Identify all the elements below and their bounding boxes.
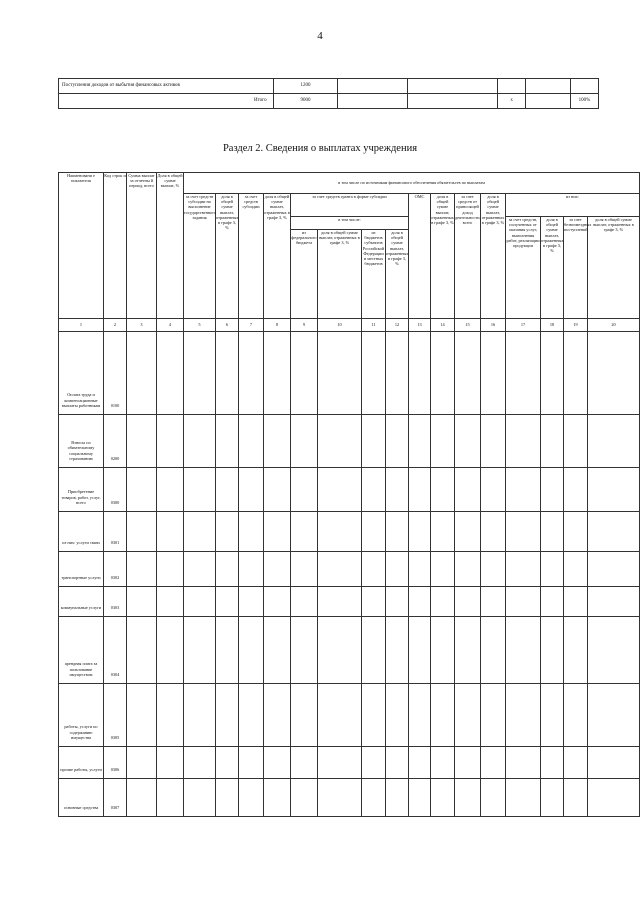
- row-label: основные средства: [59, 779, 104, 817]
- row-label: работы, услуги по содержанию имущества: [59, 684, 104, 747]
- value-cell: [506, 332, 541, 415]
- header-grant-group: за счет средств гранта в форме субсидии: [291, 194, 409, 217]
- value-cell: [216, 512, 239, 552]
- value-cell: [455, 552, 481, 587]
- value-cell: [184, 684, 216, 747]
- value-cell: [431, 552, 455, 587]
- value-cell: [588, 587, 640, 617]
- value-cell: [564, 332, 588, 415]
- value-cell: [239, 587, 264, 617]
- table-row: [59, 684, 640, 747]
- row-label: из них: услуги связи: [59, 512, 104, 552]
- value-cell: [184, 512, 216, 552]
- value-cell: [564, 468, 588, 512]
- value-cell: [541, 587, 564, 617]
- value-cell: [264, 587, 291, 617]
- value-cell: [318, 415, 362, 468]
- value-cell: [409, 512, 431, 552]
- value-cell: [157, 684, 184, 747]
- value-cell: [431, 468, 455, 512]
- value-cell: [291, 468, 318, 512]
- value-cell: [127, 552, 157, 587]
- value-cell: [541, 415, 564, 468]
- row-code: 0307: [104, 779, 127, 817]
- value-cell: [564, 415, 588, 468]
- value-cell: [157, 617, 184, 684]
- value-cell: [291, 684, 318, 747]
- table-row: [59, 415, 640, 468]
- value-cell: [409, 587, 431, 617]
- value-cell: [409, 779, 431, 817]
- value-cell: [184, 332, 216, 415]
- value-cell: [184, 468, 216, 512]
- value-cell: [409, 684, 431, 747]
- value-cell: [184, 415, 216, 468]
- value-cell: [239, 512, 264, 552]
- value-cell: [362, 332, 386, 415]
- value-cell: [455, 587, 481, 617]
- value-cell: [318, 747, 362, 779]
- value-cell: [481, 747, 506, 779]
- value-cell: [386, 747, 409, 779]
- value-cell: [506, 512, 541, 552]
- value-cell: [184, 552, 216, 587]
- row-code: 0300: [104, 468, 127, 512]
- value-cell: [184, 747, 216, 779]
- value-cell: [239, 617, 264, 684]
- value-cell: [291, 332, 318, 415]
- value-cell: [481, 512, 506, 552]
- value-cell: [386, 684, 409, 747]
- payments-table: Наименовани е показателя Код строк и Сумма выплат за отчетны й период, всего Доля в общей сумме выплат, % в том числе по источникам финансового обеспечения обязательств по выплатам за счет средств субсидии на выполнение государственного задания доля в общей сумме выплат, отраженных в графе 3, % за счет средств субсидии доля в общей сумме выплат, отраженных в графе 3, % за счет средств гранта в форме субсидии ОМС доля в общей сумме выплат, отраженных в графе 3, % за счет средств от приносящей доход деятельности, всего доля в общей сумме выплат, отраженных в графе 3, % из них: в том числе: за счет средств, полученных от оказания услуг, выполнения работ, реализации продукции доля в общей сумме выплат, отраженных в графе 3, % за счет безвозмездных поступлений доля в общей сумме выплат, отраженных в графе 3, % из федерального бюджета доля в общей сумме выплат, отраженных в графе 3, % из бюджетов субъектов Российской Федерации и местных бюджетов доля в общей сумме выплат, отраженных в графе 3, % 1 2 3 4 5 6 7 8 9 10 11 12 13 14 15 16 17 18 19 20 Оплата труда и компенсационные выплаты работникам 0100 Взносы по обязательному социальному страхованию 0200 Приобретение товаров, работ, услуг, всего 0300 из них: услуги связи 0301 транспортные услуги 0302 коммунальные услуги 0303 арендная плата за пользование имуществом 0304 работы, услуги по содержанию имущества 0305 прочие работы, услуги 0306 основные средства 0307: [58, 172, 640, 817]
- value-cell: [239, 552, 264, 587]
- value-cell: [318, 587, 362, 617]
- value-cell: [506, 684, 541, 747]
- value-cell: [157, 512, 184, 552]
- value-cell: [127, 684, 157, 747]
- value-cell: [239, 415, 264, 468]
- value-cell: [481, 779, 506, 817]
- row-label: Итого: [59, 94, 274, 109]
- table-row: [59, 79, 599, 94]
- value-cell: [216, 747, 239, 779]
- value-cell: [184, 779, 216, 817]
- value-cell: [481, 617, 506, 684]
- value-cell: [588, 415, 640, 468]
- row-label: арендная плата за пользование имуществом: [59, 617, 104, 684]
- row-code: 0305: [104, 684, 127, 747]
- header-share: Доля в общей сумме выплат, %: [157, 173, 184, 319]
- value-cell: [362, 468, 386, 512]
- value-cell: [564, 747, 588, 779]
- page-number: 4: [317, 30, 323, 42]
- row-code: 0301: [104, 512, 127, 552]
- column-numbers-row: 1 2 3 4 5 6 7 8 9 10 11 12 13 14 15 16 17 18 19 20: [59, 319, 640, 332]
- value-cell: [264, 552, 291, 587]
- value-cell: [506, 415, 541, 468]
- table-row: [59, 512, 640, 552]
- value-cell: [318, 779, 362, 817]
- value-cell: [588, 684, 640, 747]
- value-cell: [318, 684, 362, 747]
- value-cell: [588, 552, 640, 587]
- value-cell: [291, 617, 318, 684]
- value-cell: [409, 552, 431, 587]
- value-cell: [318, 617, 362, 684]
- header-name: Наименовани е показателя: [59, 173, 104, 319]
- table-row: [59, 779, 640, 817]
- value-cell: [264, 747, 291, 779]
- value-cell: [455, 617, 481, 684]
- value-cell: [239, 684, 264, 747]
- value-cell: [409, 747, 431, 779]
- value-cell: [386, 332, 409, 415]
- value-cell: [455, 779, 481, 817]
- value-cell: [506, 779, 541, 817]
- value-cell: [541, 552, 564, 587]
- value-cell: [409, 332, 431, 415]
- value-cell: [386, 415, 409, 468]
- value-cell: [127, 415, 157, 468]
- value-cell: [184, 587, 216, 617]
- value-cell: [564, 617, 588, 684]
- value-cell: [588, 779, 640, 817]
- value-cell: [157, 552, 184, 587]
- value-cell: [455, 332, 481, 415]
- value-cell: [541, 747, 564, 779]
- value-cell: [564, 587, 588, 617]
- value-cell: [318, 468, 362, 512]
- row-value: 1200: [273, 79, 338, 94]
- value-cell: [506, 587, 541, 617]
- value-cell: [264, 617, 291, 684]
- value-cell: [362, 552, 386, 587]
- table-row: [59, 747, 640, 779]
- value-cell: [455, 468, 481, 512]
- value-cell: [362, 617, 386, 684]
- value-cell: [157, 587, 184, 617]
- value-cell: [362, 684, 386, 747]
- value-cell: [506, 468, 541, 512]
- value-cell: [362, 415, 386, 468]
- value-cell: [157, 415, 184, 468]
- value-cell: [455, 684, 481, 747]
- row-label: коммунальные услуги: [59, 587, 104, 617]
- value-cell: [239, 332, 264, 415]
- value-cell: [481, 552, 506, 587]
- value-cell: [362, 747, 386, 779]
- value-cell: [264, 779, 291, 817]
- table-row: [59, 468, 640, 512]
- row-code: 0306: [104, 747, 127, 779]
- value-cell: [431, 779, 455, 817]
- value-cell: [362, 779, 386, 817]
- value-cell: [291, 587, 318, 617]
- value-cell: [362, 587, 386, 617]
- value-cell: [386, 552, 409, 587]
- value-cell: [216, 779, 239, 817]
- table-row: [59, 552, 640, 587]
- value-cell: [409, 415, 431, 468]
- value-cell: [291, 552, 318, 587]
- value-cell: [291, 512, 318, 552]
- row-code: 0200: [104, 415, 127, 468]
- table-row: [59, 332, 640, 415]
- value-cell: [127, 747, 157, 779]
- header-sources-group: в том числе по источникам финансового обеспечения обязательств по выплатам: [184, 173, 640, 194]
- value-cell: [264, 415, 291, 468]
- value-cell: [481, 684, 506, 747]
- row-code: 0100: [104, 332, 127, 415]
- value-cell: [541, 617, 564, 684]
- value-cell: [216, 617, 239, 684]
- value-cell: [157, 468, 184, 512]
- value-cell: [455, 747, 481, 779]
- value-cell: [588, 468, 640, 512]
- value-cell: [541, 468, 564, 512]
- value-cell: [239, 468, 264, 512]
- value-cell: [264, 468, 291, 512]
- value-cell: [506, 552, 541, 587]
- value-cell: [386, 587, 409, 617]
- value-cell: [541, 332, 564, 415]
- value-cell: [127, 779, 157, 817]
- value-cell: [564, 684, 588, 747]
- value-cell: [541, 684, 564, 747]
- row-label: транспортные услуги: [59, 552, 104, 587]
- value-cell: [564, 552, 588, 587]
- value-cell: [157, 779, 184, 817]
- row-label: Оплата труда и компенсационные выплаты работникам: [59, 332, 104, 415]
- value-cell: [157, 332, 184, 415]
- value-cell: [216, 684, 239, 747]
- value-cell: [541, 512, 564, 552]
- value-cell: [431, 512, 455, 552]
- value-cell: [386, 779, 409, 817]
- value-cell: [264, 332, 291, 415]
- header-code: Код строк и: [104, 173, 127, 319]
- value-cell: [386, 617, 409, 684]
- value-cell: [455, 415, 481, 468]
- value-cell: [318, 332, 362, 415]
- value-cell: [588, 747, 640, 779]
- value-cell: [127, 468, 157, 512]
- header-total: Сумма выплат за отчетны й период, всего: [127, 173, 157, 319]
- value-cell: [481, 468, 506, 512]
- value-cell: [291, 779, 318, 817]
- row-code: 0303: [104, 587, 127, 617]
- table-row: Итого 9000 х 100%: [59, 94, 599, 109]
- value-cell: [264, 684, 291, 747]
- value-cell: [318, 552, 362, 587]
- table-row: [59, 617, 640, 684]
- value-cell: [564, 512, 588, 552]
- row-code: 0304: [104, 617, 127, 684]
- value-cell: [431, 415, 455, 468]
- value-cell: [157, 747, 184, 779]
- value-cell: [127, 512, 157, 552]
- value-cell: [239, 747, 264, 779]
- row-value: 9000: [273, 94, 338, 109]
- value-cell: [431, 332, 455, 415]
- value-cell: [564, 779, 588, 817]
- value-cell: [588, 617, 640, 684]
- value-cell: [264, 512, 291, 552]
- row-label: прочие работы, услуги: [59, 747, 104, 779]
- income-summary-table: [58, 78, 599, 109]
- value-cell: [409, 617, 431, 684]
- value-cell: [291, 415, 318, 468]
- value-cell: [127, 617, 157, 684]
- value-cell: [431, 617, 455, 684]
- value-cell: [506, 747, 541, 779]
- value-cell: [318, 512, 362, 552]
- value-cell: [127, 332, 157, 415]
- value-cell: [216, 468, 239, 512]
- value-cell: [588, 512, 640, 552]
- value-cell: [506, 617, 541, 684]
- value-cell: [431, 684, 455, 747]
- value-cell: [239, 779, 264, 817]
- value-cell: [481, 332, 506, 415]
- row-label: Поступления доходов от выбытия финансовых активов: [59, 79, 274, 94]
- value-cell: [184, 617, 216, 684]
- value-cell: [216, 415, 239, 468]
- row-label: Взносы по обязательному социальному страхованию: [59, 415, 104, 468]
- value-cell: [216, 552, 239, 587]
- value-cell: [127, 587, 157, 617]
- value-cell: [362, 512, 386, 552]
- row-code: 0302: [104, 552, 127, 587]
- value-cell: [588, 332, 640, 415]
- value-cell: [481, 587, 506, 617]
- row-label: Приобретение товаров, работ, услуг, всего: [59, 468, 104, 512]
- value-cell: [481, 415, 506, 468]
- value-cell: [431, 747, 455, 779]
- value-cell: [455, 512, 481, 552]
- value-cell: [216, 332, 239, 415]
- value-cell: [386, 512, 409, 552]
- value-cell: [541, 779, 564, 817]
- value-cell: [431, 587, 455, 617]
- value-cell: [216, 587, 239, 617]
- value-cell: [409, 468, 431, 512]
- value-cell: [291, 747, 318, 779]
- value-cell: [386, 468, 409, 512]
- section-title: Раздел 2. Сведения о выплатах учреждения: [222, 143, 418, 154]
- table-row: [59, 587, 640, 617]
